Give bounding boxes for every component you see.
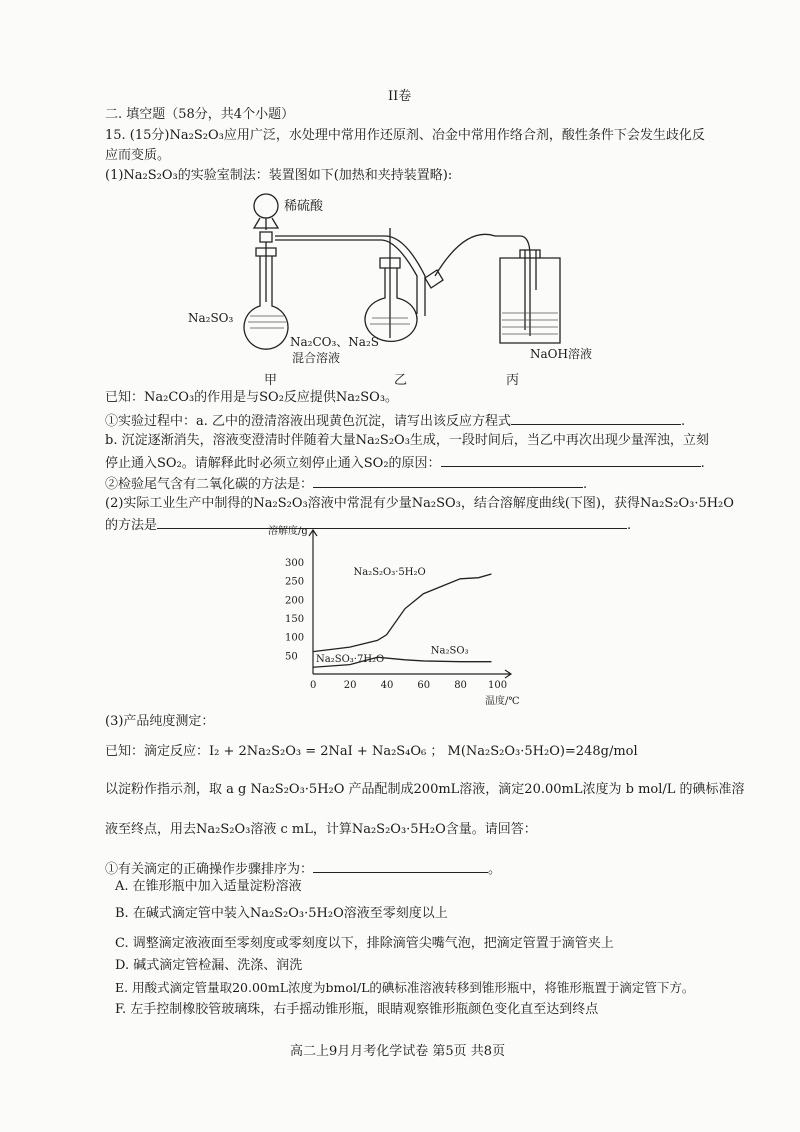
y-axis-label: 溶解度/g xyxy=(268,526,308,537)
volume-title: II卷 xyxy=(388,89,412,104)
solubility-chart xyxy=(260,526,540,710)
part3: (3)产品纯度测定： xyxy=(105,714,215,729)
y-tick-label: 100 xyxy=(285,632,305,644)
part2-text: 的方法是 xyxy=(105,518,158,533)
x-tick-label: 20 xyxy=(343,680,357,691)
procedure-line1: 以淀粉作指示剂，取 a g Na₂S₂O₃·5H₂O 产品配制成200mL溶液，滴定20.00mL浓度为 b mol/L 的碘标准溶 xyxy=(105,782,745,797)
part2: (2)实际工业生产中制得的Na₂S₂O₃溶液中常混有少量Na₂SO₃，结合溶解度曲线(下图)，获得Na₂S₂O₃·5H₂O xyxy=(105,496,734,511)
label-naoh-solution: NaOH溶液 xyxy=(530,347,592,361)
titration-reaction: 已知：滴定反应：I₂ + 2Na₂S₂O₃ = 2NaI + Na₂S₄O₆ ； M(Na₂S₂O₃·5H₂O)=248g/mol xyxy=(105,744,638,759)
option-f: F. 左手控制橡胶管玻璃珠，右手摇动锥形瓶，眼睛观察锥形瓶颜色变化直至达到终点 xyxy=(115,1002,599,1017)
label-jia: 甲 xyxy=(264,373,278,388)
series-line xyxy=(377,657,491,661)
part1: (1)Na₂S₂O₃的实验室制法：装置图如下(加热和夹持装置略): xyxy=(105,168,453,183)
apparatus-diagram xyxy=(180,188,592,388)
y-tick-label: 300 xyxy=(285,558,305,569)
y-tick-label: 50 xyxy=(285,651,298,663)
option-e: E. 用酸式滴定管量取20.00mL浓度为bmol/L的碘标准溶液转移到锥形瓶中，将锥形瓶置于滴定管下方。 xyxy=(115,980,695,995)
series-label: Na₂S₂O₃·5H₂O xyxy=(353,567,426,579)
step1b: b. 沉淀逐渐消失，溶液变澄清时伴随着大量Na₂S₂O₃生成，一段时间后，当乙中再次出现少量浑浊，立刻 xyxy=(105,433,709,448)
answer-blank[interactable] xyxy=(313,474,583,488)
option-c: C. 调整滴定液液面至零刻度或零刻度以下，排除滴管尖嘴气泡，把滴定管置于滴管夹上 xyxy=(115,936,614,951)
page-footer: 高二上9月月考化学试卷 第5页 共8页 xyxy=(290,1044,506,1059)
answer-blank[interactable] xyxy=(441,453,701,467)
y-tick-label: 200 xyxy=(285,595,305,607)
y-tick-label: 250 xyxy=(285,576,305,588)
answer-blank[interactable] xyxy=(157,515,627,529)
y-tick-label: 150 xyxy=(285,614,305,625)
label-yi: 乙 xyxy=(394,373,408,388)
option-d: D. 碱式滴定管检漏、洗涤、润洗 xyxy=(115,958,303,973)
x-tick-label: 0 xyxy=(310,680,317,691)
q-order-text: ①有关滴定的正确操作步骤排序为： xyxy=(105,862,314,877)
step1b-text: 停止通入SO₂。请解释此时必须立刻停止通入SO₂的原因： xyxy=(105,456,441,471)
answer-blank[interactable] xyxy=(511,411,681,425)
x-tick-label: 40 xyxy=(380,680,394,691)
label-dilute-sulfuric-acid: 稀硫酸 xyxy=(284,199,324,214)
step1a-text: ①实验过程中：a. 乙中的澄清溶液出现黄色沉淀，请写出该反应方程式 xyxy=(105,414,512,429)
q15-intro: 15. (15分)Na₂S₂O₃应用广泛，水处理中常用作还原剂、冶金中常用作络合剂，酸性条件下会发生歧化反 xyxy=(105,128,705,143)
series-label: Na₂SO₃ xyxy=(430,645,469,657)
x-tick-label: 60 xyxy=(417,680,431,691)
answer-blank[interactable] xyxy=(313,859,488,873)
series-label: Na₂SO₃·7H₂O xyxy=(316,654,385,666)
procedure-line2: 液至终点，用去Na₂S₂O₃溶液 c mL，计算Na₂S₂O₃·5H₂O含量。请回答： xyxy=(105,822,537,837)
option-b: B. 在碱式滴定管中装入Na₂S₂O₃·5H₂O溶液至零刻度以上 xyxy=(115,906,448,921)
step2-text: ②检验尾气含有二氧化碳的方法是： xyxy=(105,477,314,492)
x-axis-label: 温度/℃ xyxy=(485,696,520,707)
q-order: ①有关滴定的正确操作步骤排序为： 。 xyxy=(105,859,501,879)
section-heading: 二. 填空题（58分，共4个小题） xyxy=(105,107,295,122)
label-flask2-solutes: Na₂CO₃、Na₂S xyxy=(290,335,379,349)
known-note: 已知：Na₂CO₃的作用是与SO₂反应提供Na₂SO₃。 xyxy=(105,390,399,405)
option-a: A. 在锥形瓶中加入适量淀粉溶液 xyxy=(115,879,302,894)
label-mixed-solution: 混合溶液 xyxy=(292,351,341,365)
x-tick-label: 100 xyxy=(488,680,508,691)
q15-intro-2: 应而变质。 xyxy=(105,148,171,163)
label-bing: 丙 xyxy=(506,373,520,388)
step2: ②检验尾气含有二氧化碳的方法是： . xyxy=(105,474,587,494)
label-na2so3: Na₂SO₃ xyxy=(188,311,234,325)
part2-2: 的方法是 . xyxy=(105,515,631,535)
x-tick-label: 80 xyxy=(454,680,467,691)
step1a: ①实验过程中：a. 乙中的澄清溶液出现黄色沉淀，请写出该反应方程式 . xyxy=(105,411,685,431)
series-line xyxy=(313,574,491,652)
step1b-2: 停止通入SO₂。请解释此时必须立刻停止通入SO₂的原因： . xyxy=(105,453,705,473)
